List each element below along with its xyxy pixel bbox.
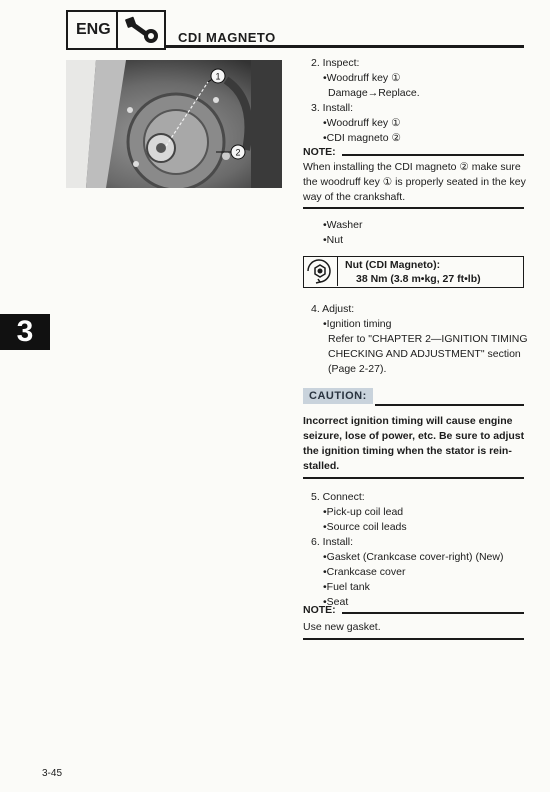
caution-end-rule — [303, 477, 524, 479]
chapter-tab: 3 — [0, 314, 50, 350]
step4-item: •Ignition timing — [323, 318, 392, 330]
torque-wrench-icon — [304, 257, 336, 285]
note-rule — [342, 612, 524, 614]
step2-item: •Woodruff key ① — [323, 72, 401, 84]
caution-line: the ignition timing when the stator is rein- — [303, 445, 512, 457]
step4-heading: 4. Adjust: — [311, 303, 355, 315]
install-item: •Nut — [323, 234, 344, 246]
note-line: the woodruff key ① is properly seated in the key — [303, 176, 526, 188]
step5-heading: 5. Connect: — [311, 491, 365, 503]
step6-item: •Crankcase cover — [323, 566, 406, 578]
torque-value: 38 Nm (3.8 m•kg, 27 ft•lb) — [356, 273, 481, 285]
chapter-badge — [66, 10, 166, 50]
step6-heading: 6. Install: — [311, 536, 354, 548]
step3-heading: 3. Install: — [311, 102, 354, 114]
caution-rule — [375, 404, 524, 406]
note-text: Use new gasket. — [303, 621, 381, 633]
caution-line: seizure, lose of power, etc. Be sure to adjust — [303, 430, 525, 442]
step6-item: •Seat — [323, 596, 349, 608]
header-rule — [166, 45, 524, 48]
note-end-rule — [303, 638, 524, 640]
note-label: NOTE: — [303, 146, 336, 158]
step3-item: •Woodruff key ① — [323, 117, 401, 129]
note-label: NOTE: — [303, 604, 336, 616]
engine-wrench-icon — [124, 15, 162, 45]
step3-item: •CDI magneto ② — [323, 132, 401, 144]
note-rule — [342, 154, 524, 156]
step5-item: •Pick-up coil lead — [323, 506, 404, 518]
note-line: When installing the CDI magneto ② make sure — [303, 161, 521, 173]
torque-spec-box — [303, 256, 524, 288]
page-number: 3-45 — [42, 768, 63, 779]
torque-label: Nut (CDI Magneto): — [345, 259, 441, 271]
chapter-code: ENG — [76, 21, 111, 38]
caution-line: stalled. — [303, 460, 340, 472]
install-item: •Washer — [323, 219, 363, 231]
step2-action: Damage→Replace. — [328, 87, 420, 99]
step2-heading: 2. Inspect: — [311, 57, 360, 69]
note-line: way of the crankshaft. — [303, 191, 406, 203]
step4-refer: Refer to "CHAPTER 2—IGNITION TIMING — [328, 333, 528, 345]
section-title: CDI MAGNETO — [178, 30, 276, 45]
caution-line: Incorrect ignition timing will cause engine — [303, 415, 513, 427]
step6-item: •Fuel tank — [323, 581, 370, 593]
badge-divider — [116, 12, 118, 48]
caution-label: CAUTION: — [303, 388, 373, 404]
note-end-rule — [303, 207, 524, 209]
step4-refer: CHECKING AND ADJUSTMENT" section — [328, 348, 521, 360]
photo-callout-2: 2 — [235, 147, 241, 158]
torque-icon-cell — [304, 257, 338, 286]
step5-item: •Source coil leads — [323, 521, 407, 533]
step6-item: •Gasket (Crankcase cover-right) (New) — [323, 551, 504, 563]
step4-refer: (Page 2-27). — [328, 363, 387, 375]
magneto-photo — [66, 60, 282, 188]
photo-callout-1: 1 — [215, 71, 221, 82]
